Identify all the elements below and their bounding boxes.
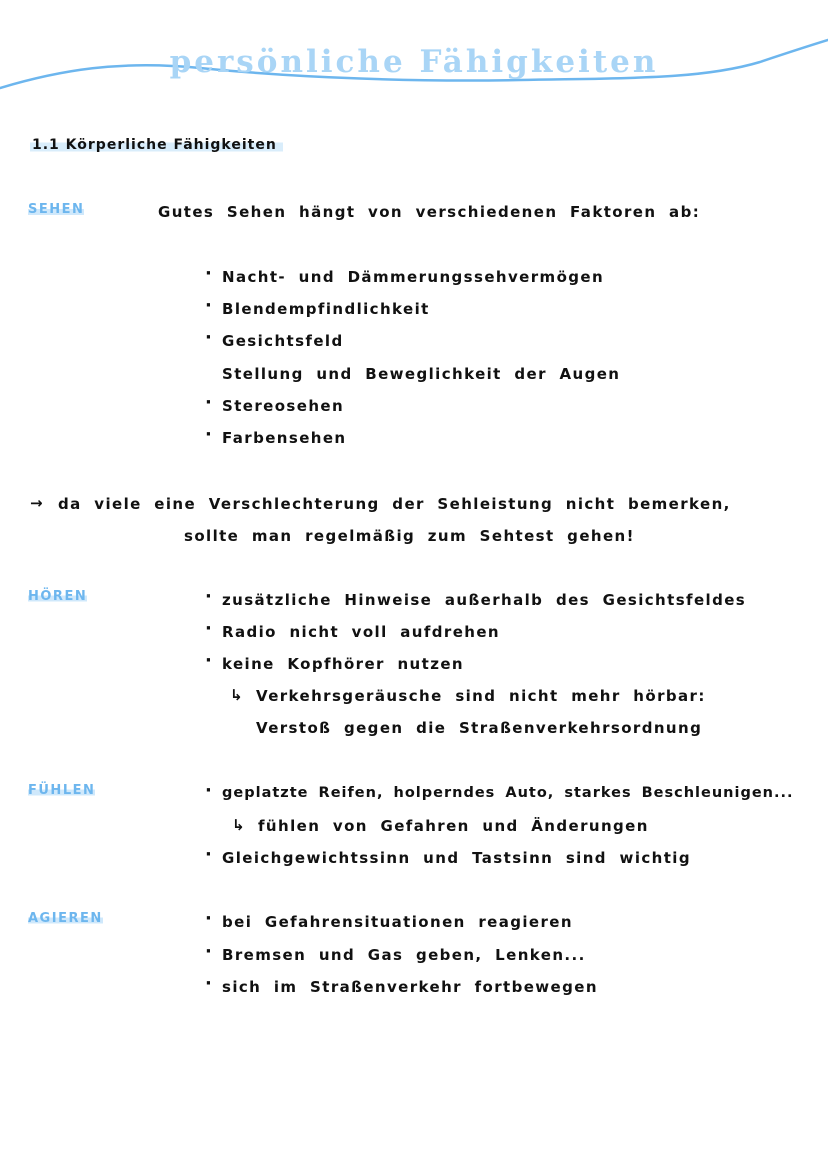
list-item: · Bremsen und Gas geben, Lenken... [222, 946, 586, 964]
arrow-hook-icon: ↳ [230, 686, 243, 704]
hoeren-sub-line2: Verstoß gegen die Straßenverkehrsordnung [256, 719, 703, 737]
list-item: · sich im Straßenverkehr fortbewegen [222, 978, 598, 996]
list-item: · zusätzliche Hinweise außerhalb des Gesichtsfeldes [222, 591, 746, 609]
list-item: · Nacht- und Dämmerungssehvermögen [222, 268, 604, 286]
list-item: · Stereosehen [222, 397, 344, 415]
list-item: · keine Kopfhörer nutzen [222, 655, 464, 673]
sehen-note-line2: sollte man regelmäßig zum Sehtest gehen! [184, 527, 635, 545]
arrow-hook-icon: ↳ [232, 816, 245, 834]
sehen-note-line1: da viele eine Verschlechterung der Sehleistung nicht bemerken, [58, 495, 731, 513]
sehen-label: SEHEN [28, 202, 85, 217]
list-item: · Gesichtsfeld [222, 332, 344, 350]
list-item: · Radio nicht voll aufdrehen [222, 623, 500, 641]
arrow-right-icon: → [30, 494, 43, 512]
hoeren-sub-line1: Verkehrsgeräusche sind nicht mehr hörbar: [256, 687, 706, 705]
list-item: · Blendempfindlichkeit [222, 300, 430, 318]
list-item: · Farbensehen [222, 429, 347, 447]
page-title: persönliche Fähigkeiten [169, 44, 659, 80]
list-item: Stellung und Beweglichkeit der Augen [222, 365, 621, 383]
list-item: · Gleichgewichtssinn und Tastsinn sind wichtig [222, 849, 691, 867]
list-item: · bei Gefahrensituationen reagieren [222, 913, 573, 931]
list-item: · geplatzte Reifen, holperndes Auto, starkes Beschleunigen... [222, 785, 794, 801]
section-heading: 1.1 Körperliche Fähigkeiten [30, 137, 283, 153]
fuehlen-sub-line: fühlen von Gefahren und Änderungen [258, 817, 649, 835]
sehen-intro: Gutes Sehen hängt von verschiedenen Faktoren ab: [158, 203, 701, 221]
agieren-label: AGIEREN [28, 911, 103, 926]
fuehlen-label: FÜHLEN [28, 783, 96, 798]
hoeren-label: HÖREN [28, 589, 88, 604]
